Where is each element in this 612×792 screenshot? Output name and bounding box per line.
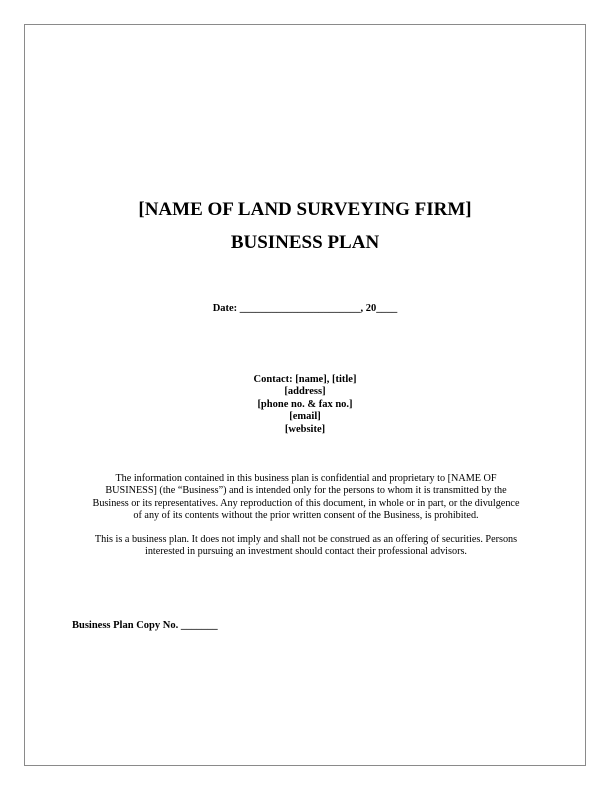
contact-block: [24, 374, 586, 436]
paragraph-line: BUSINESS] (the “Business”) and is intended only for the persons to whom it is transmitted by the: [105, 485, 507, 497]
contact-name-line: Contact: [name], [title]: [253, 374, 357, 385]
paragraph-line: interested in pursuing an investment should contact their professional advisors.: [145, 546, 467, 558]
securities-disclaimer-paragraph: [70, 534, 542, 559]
paragraph-line: This is a business plan. It does not imply and shall not be construed as an offering of securities. Persons: [94, 534, 518, 545]
paragraph-line: Business or its representatives. Any reproduction of this document, in whole or in part, or the divulgence: [92, 497, 520, 509]
copy-number-line: Business Plan Copy No. _______: [72, 620, 218, 631]
paragraph-line: The information contained in this business plan is confidential and proprietary to [NAME OF: [115, 473, 497, 484]
paragraph-line: of any of its contents without the prior written consent of the Business, is prohibited.: [133, 509, 479, 521]
firm-name-title: [NAME OF LAND SURVEYING FIRM]: [138, 199, 472, 220]
contact-website-line: [website]: [284, 423, 326, 435]
contact-email-line: [email]: [289, 411, 321, 423]
confidentiality-paragraph: [70, 473, 542, 522]
contact-address-line: [address]: [284, 386, 326, 398]
business-plan-title: BUSINESS PLAN: [230, 232, 380, 253]
date-line: Date: _______________________, 20____: [212, 303, 398, 314]
contact-phone-line: [phone no. & fax no.]: [257, 398, 353, 410]
